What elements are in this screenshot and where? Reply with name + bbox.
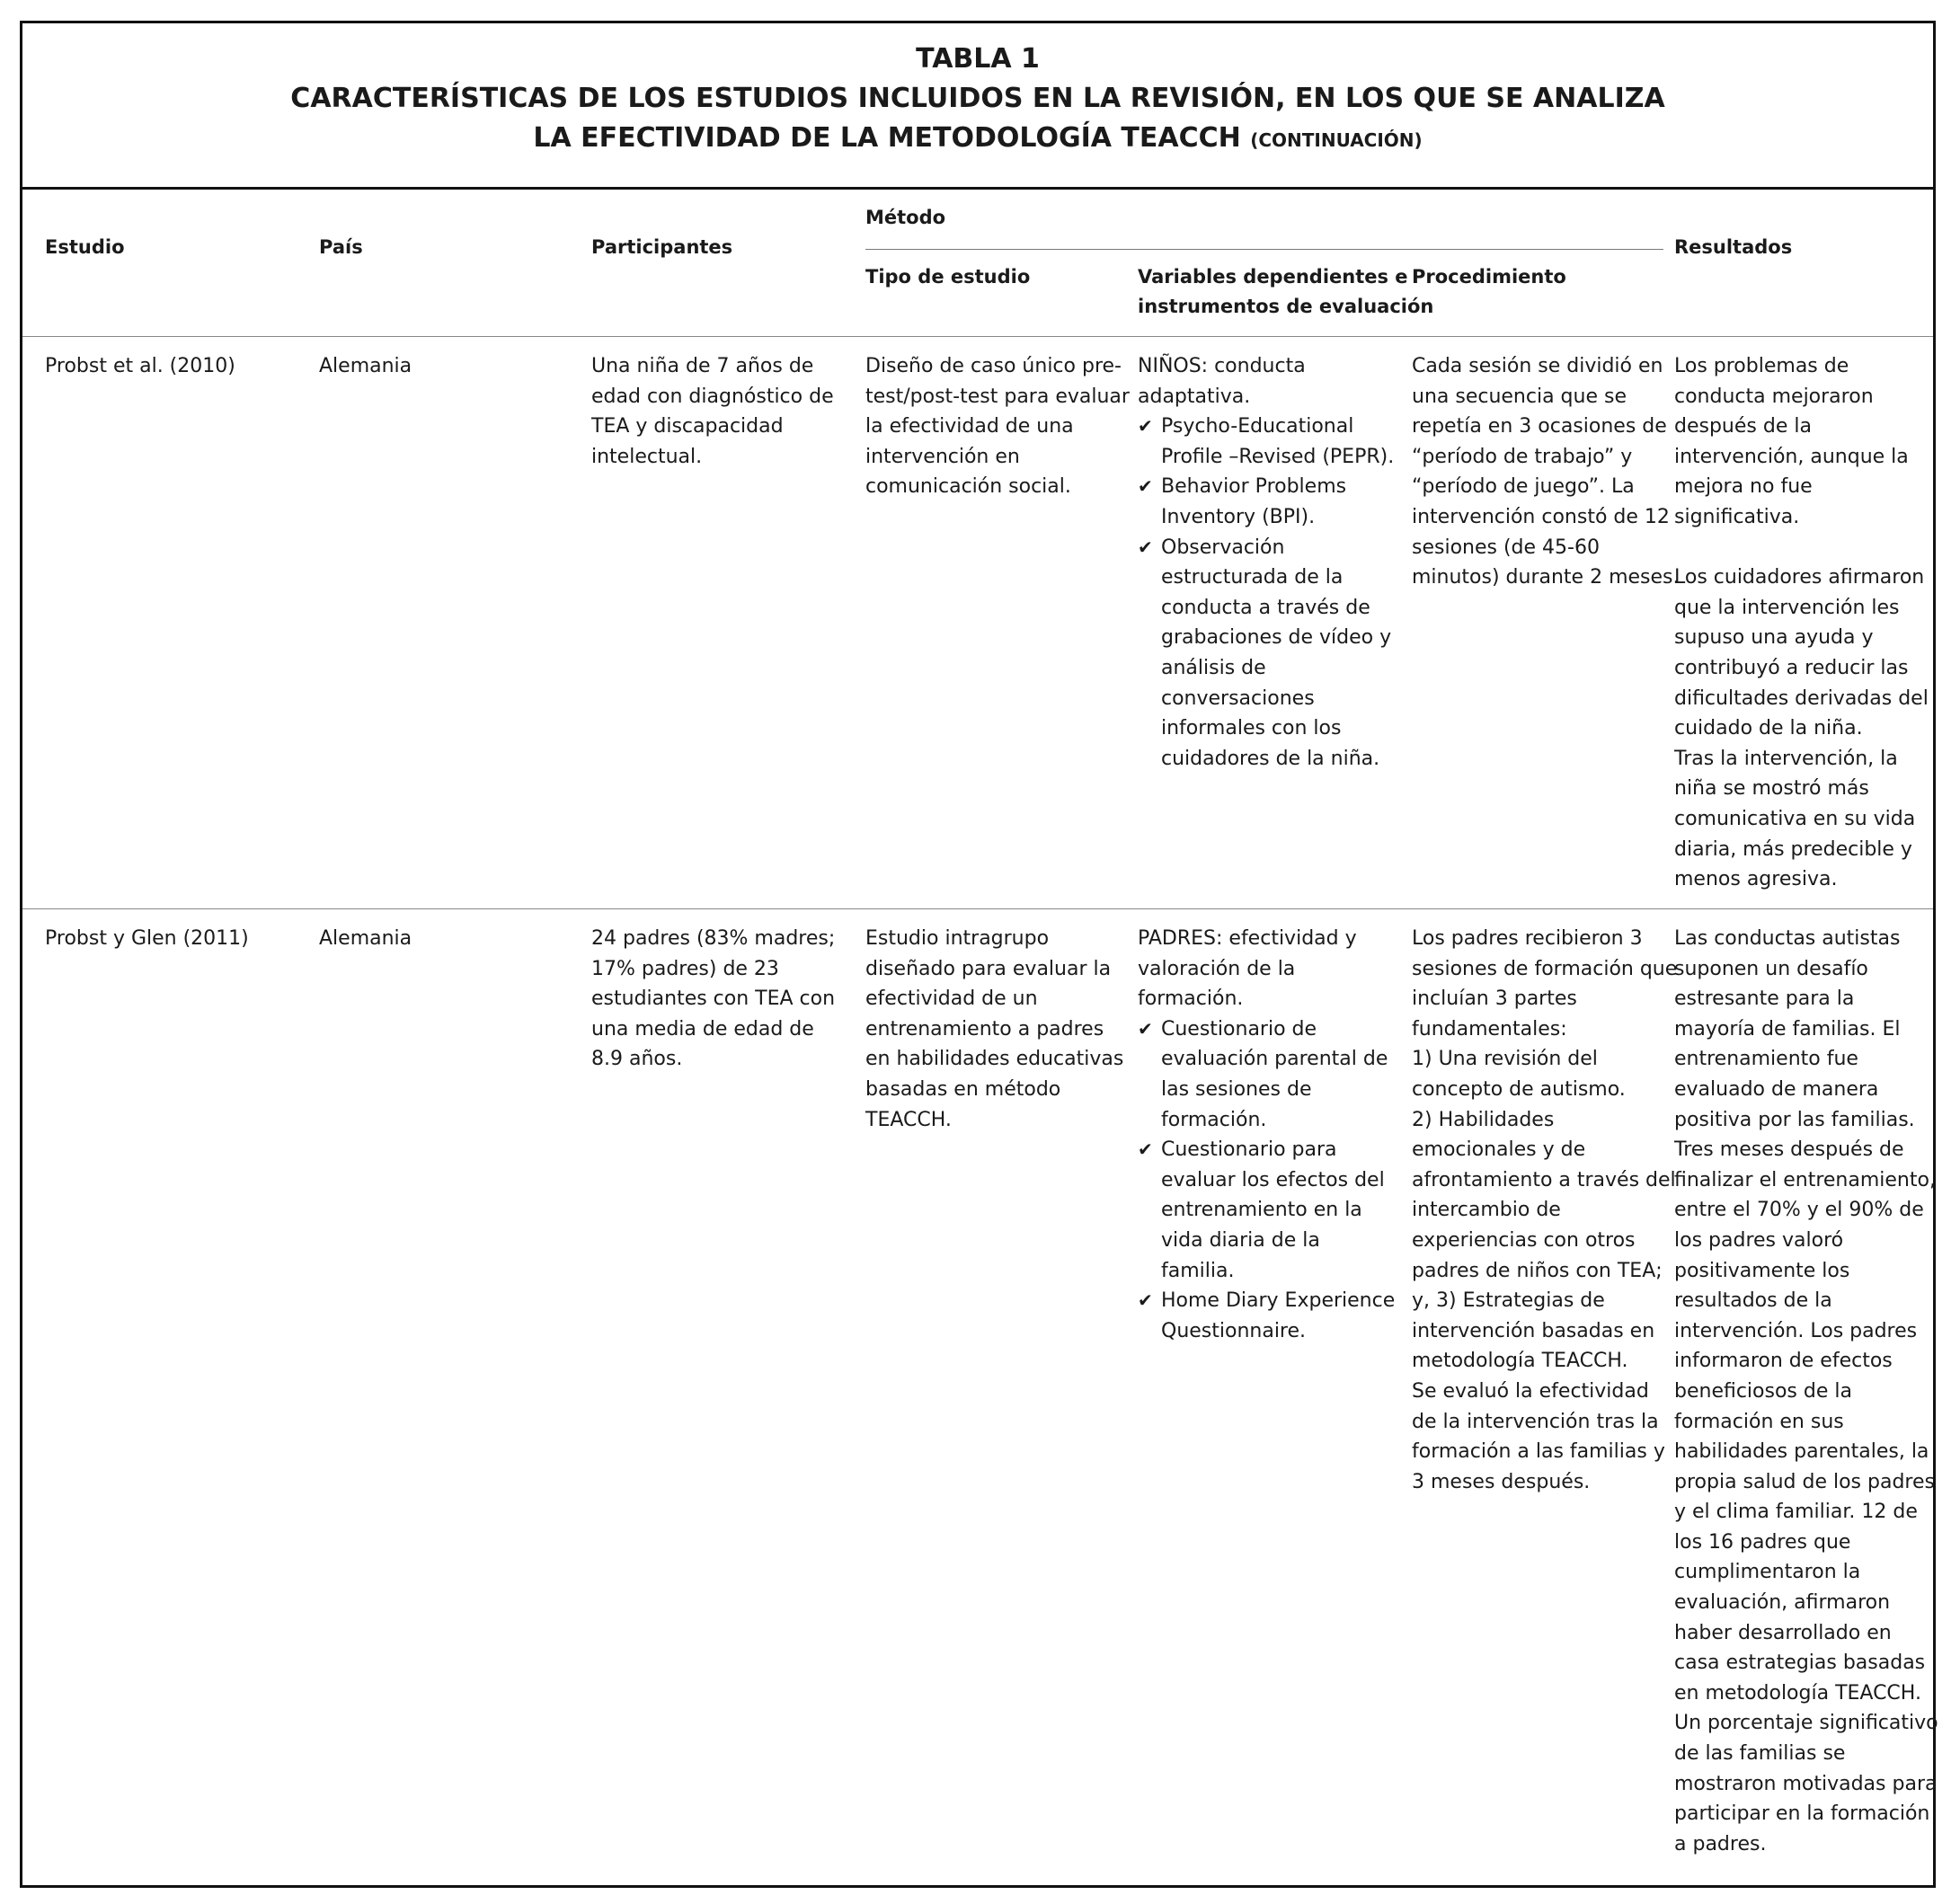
table-number: TABLA 1 <box>916 43 1040 75</box>
text-line: grabaciones de vídeo y <box>1161 626 1392 650</box>
text-line: intervención. Los padres <box>1674 1319 1918 1342</box>
text-line: TEACCH. <box>865 1108 952 1131</box>
text-line: comunicativa en su vida <box>1674 807 1916 830</box>
text-line: sesiones (de 45-60 <box>1412 536 1600 559</box>
text-line: 3 meses después. <box>1412 1470 1591 1493</box>
text-line: menos agresiva. <box>1674 868 1838 891</box>
text-line: finalizar el entrenamiento, <box>1674 1168 1936 1191</box>
list-item <box>1138 412 1394 472</box>
text-line: Un porcentaje significativo <box>1674 1712 1938 1735</box>
text-line: repetía en 3 ocasiones de <box>1412 415 1667 438</box>
instrument-list <box>1138 412 1394 774</box>
text-line: afrontamiento a través del <box>1412 1168 1676 1191</box>
text-line: entrenamiento fue <box>1674 1048 1858 1071</box>
text-line: supuso una ayuda y <box>1674 626 1874 650</box>
header-metodo: Método <box>865 207 946 228</box>
text-line: dificultades derivadas del <box>1674 686 1929 710</box>
check-icon: ✔ <box>1138 1017 1153 1040</box>
list-item <box>1138 533 1394 775</box>
text-line: estresante para la <box>1674 987 1855 1011</box>
text-line: TEA y discapacidad <box>591 415 784 438</box>
text-line: intercambio de <box>1412 1199 1561 1222</box>
header-resultados: Resultados <box>1674 236 1793 258</box>
text-line: contribuyó a reducir las <box>1674 656 1909 679</box>
text-line: 8.9 años. <box>591 1048 683 1071</box>
text-line: Tras la intervención, la <box>1674 747 1898 770</box>
text-line: Las conductas autistas <box>1674 927 1901 950</box>
text-line: PADRES: efectividad y <box>1138 927 1357 950</box>
paragraph-gap <box>1674 533 1929 563</box>
text-line: minutos) durante 2 meses. <box>1412 566 1680 589</box>
check-icon: ✔ <box>1138 475 1153 498</box>
row-divider <box>22 908 1933 909</box>
row2-variables <box>1138 924 1395 1346</box>
metodo-divider <box>865 249 1663 250</box>
text-line: efectividad de un <box>865 987 1038 1011</box>
text-line: Home Diary Experience <box>1161 1289 1396 1313</box>
text-line: fundamentales: <box>1412 1017 1567 1041</box>
text-line: vida diaria de la <box>1161 1228 1320 1252</box>
row1-participantes <box>591 351 834 472</box>
text-line: conducta mejoraron <box>1674 385 1874 408</box>
row2-pais: Alemania <box>319 927 412 950</box>
text-line: de la intervención tras la <box>1412 1410 1659 1433</box>
table-title-box <box>22 23 1933 190</box>
text-line: entrenamiento a padres <box>865 1017 1104 1041</box>
table-title-line-2 <box>22 122 1933 154</box>
header-procedimiento: Procedimiento <box>1412 266 1566 288</box>
text-line: metodología TEACCH. <box>1412 1350 1628 1373</box>
text-line: 24 padres (83% madres; <box>591 927 836 950</box>
list-item <box>1138 472 1394 532</box>
text-line: positiva por las familias. <box>1674 1108 1915 1131</box>
text-line: “período de juego”. La <box>1412 475 1635 499</box>
text-line: “período de trabajo” y <box>1412 445 1633 468</box>
text-line: Questionnaire. <box>1161 1319 1307 1342</box>
text-line: valoración de la <box>1138 957 1296 980</box>
text-line: Una niña de 7 años de <box>591 355 814 377</box>
header-pais: País <box>319 236 363 258</box>
list-item <box>1138 1014 1395 1135</box>
text-line: estructurada de la <box>1161 566 1344 589</box>
text-line: propia salud de los padres <box>1674 1470 1935 1493</box>
text-line: basadas en método <box>865 1077 1061 1101</box>
text-line: adaptativa. <box>1138 385 1251 408</box>
check-icon: ✔ <box>1138 415 1153 438</box>
text-line: emocionales y de <box>1412 1138 1586 1162</box>
text-line: conducta a través de <box>1161 596 1370 619</box>
text-line: Cuestionario para <box>1161 1138 1337 1162</box>
text-line: beneficiosos de la <box>1674 1379 1852 1403</box>
continuation-label: (CONTINUACIÓN) <box>1250 129 1423 151</box>
text-line: Psycho-Educational <box>1161 415 1354 438</box>
text-line: análisis de <box>1161 656 1266 679</box>
text-line: niña se mostró más <box>1674 777 1869 801</box>
text-line: comunicación social. <box>865 475 1071 499</box>
text-line: intervención en <box>865 445 1020 468</box>
header-tipo-estudio: Tipo de estudio <box>865 266 1031 288</box>
text-line: diaria, más predecible y <box>1674 837 1912 861</box>
text-line: resultados de la <box>1674 1289 1832 1313</box>
text-line: experiencias con otros <box>1412 1228 1636 1252</box>
text-line: Cada sesión se dividió en <box>1412 355 1663 377</box>
text-line: Los cuidadores afirmaron <box>1674 566 1925 589</box>
text-line: intervención, aunque la <box>1674 445 1909 468</box>
text-line: una media de edad de <box>591 1017 814 1041</box>
text-line: que la intervención les <box>1674 596 1900 619</box>
row2-tipo-estudio <box>865 924 1123 1135</box>
text-line: diseñado para evaluar la <box>865 957 1112 980</box>
text-line: 2) Habilidades <box>1412 1108 1555 1131</box>
instrument-list <box>1138 1014 1395 1347</box>
row1-estudio: Probst et al. (2010) <box>45 355 235 377</box>
text-line: Observación <box>1161 536 1285 559</box>
text-line: edad con diagnóstico de <box>591 385 834 408</box>
header-variables-line-1: Variables dependientes e <box>1138 266 1408 288</box>
text-line: Profile –Revised (PEPR). <box>1161 445 1395 468</box>
text-line: formación a las familias y <box>1412 1440 1665 1464</box>
text-line: evaluación parental de <box>1161 1048 1388 1071</box>
text-line: intervención basadas en <box>1412 1319 1655 1342</box>
text-line: informales con los <box>1161 717 1342 740</box>
text-line: Inventory (BPI). <box>1161 505 1316 528</box>
text-line: sesiones de formación que <box>1412 957 1678 980</box>
text-line: entrenamiento en la <box>1161 1199 1362 1222</box>
text-line: Cuestionario de <box>1161 1017 1317 1041</box>
text-line: mostraron motivadas para <box>1674 1772 1938 1795</box>
text-line: en habilidades educativas <box>865 1048 1124 1071</box>
list-item <box>1138 1135 1395 1286</box>
text-line: Los padres recibieron 3 <box>1412 927 1643 950</box>
table-title-line-1: CARACTERÍSTICAS DE LOS ESTUDIOS INCLUIDOS EN LA REVISIÓN, EN LOS QUE SE ANALIZA <box>290 83 1665 114</box>
text-line: formación. <box>1138 987 1244 1011</box>
row2-estudio: Probst y Glen (2011) <box>45 927 249 950</box>
text-line: test/post-test para evaluar <box>865 385 1130 408</box>
text-line: Se evaluó la efectividad <box>1412 1379 1649 1403</box>
text-line: habilidades parentales, la <box>1674 1440 1929 1464</box>
text-line: entre el 70% y el 90% de <box>1674 1199 1924 1222</box>
table-title-line-2-text: LA EFECTIVIDAD DE LA METODOLOGÍA TEACCH <box>533 122 1241 154</box>
text-line: 17% padres) de 23 <box>591 957 779 980</box>
text-line: formación. <box>1161 1108 1267 1131</box>
check-icon: ✔ <box>1138 1289 1153 1312</box>
text-line: cuidado de la niña. <box>1674 717 1863 740</box>
text-line: los padres valoró <box>1674 1228 1844 1252</box>
text-line: incluían 3 partes <box>1412 987 1577 1011</box>
text-line: positivamente los <box>1674 1259 1850 1282</box>
text-line: a padres. <box>1674 1832 1767 1855</box>
header-estudio: Estudio <box>45 236 125 258</box>
text-line: y, 3) Estrategias de <box>1412 1289 1605 1313</box>
check-icon: ✔ <box>1138 536 1153 558</box>
text-line: Los problemas de <box>1674 355 1849 377</box>
row1-procedimiento <box>1412 351 1680 593</box>
text-line: concepto de autismo. <box>1412 1077 1626 1101</box>
row1-resultados <box>1674 351 1929 895</box>
text-line: familia. <box>1161 1259 1235 1282</box>
check-icon: ✔ <box>1138 1138 1153 1161</box>
text-line: intelectual. <box>591 445 703 468</box>
text-line: Behavior Problems <box>1161 475 1347 499</box>
row1-variables <box>1138 351 1394 774</box>
text-line: Diseño de caso único pre- <box>865 355 1122 377</box>
text-line: suponen un desafío <box>1674 957 1868 980</box>
row1-pais: Alemania <box>319 355 412 377</box>
row1-tipo-estudio <box>865 351 1130 502</box>
text-line: participar en la formación <box>1674 1802 1930 1826</box>
text-line: las sesiones de <box>1161 1077 1312 1101</box>
text-line: significativa. <box>1674 505 1800 528</box>
text-line: evaluar los efectos del <box>1161 1168 1385 1191</box>
text-line: y el clima familiar. 12 de <box>1674 1501 1918 1524</box>
text-line: la efectividad de una <box>865 415 1074 438</box>
list-item <box>1138 1286 1395 1346</box>
text-line: estudiantes con TEA con <box>591 987 836 1011</box>
text-line: de las familias se <box>1674 1742 1846 1766</box>
header-divider <box>22 336 1933 337</box>
text-line: Estudio intragrupo <box>865 927 1050 950</box>
text-line: haber desarrollado en <box>1674 1621 1892 1644</box>
row2-resultados <box>1674 924 1938 1859</box>
text-line: una secuencia que se <box>1412 385 1627 408</box>
header-participantes: Participantes <box>591 236 733 258</box>
header-variables-line-2: instrumentos de evaluación <box>1138 296 1434 317</box>
text-line: en metodología TEACCH. <box>1674 1681 1921 1705</box>
header-variables <box>1138 262 1433 322</box>
text-line: mejora no fue <box>1674 475 1813 499</box>
text-line: 1) Una revisión del <box>1412 1048 1598 1071</box>
text-line: padres de niños con TEA; <box>1412 1259 1663 1282</box>
row2-participantes <box>591 924 835 1075</box>
text-line: NIÑOS: conducta <box>1138 355 1306 377</box>
text-line: evaluación, afirmaron <box>1674 1591 1891 1615</box>
text-line: informaron de efectos <box>1674 1350 1893 1373</box>
text-line: cumplimentaron la <box>1674 1561 1861 1584</box>
row2-procedimiento <box>1412 924 1677 1497</box>
text-line: después de la <box>1674 415 1812 438</box>
text-line: los 16 padres que <box>1674 1530 1851 1554</box>
text-line: cuidadores de la niña. <box>1161 747 1380 770</box>
text-line: evaluado de manera <box>1674 1077 1879 1101</box>
text-line: intervención constó de 12 <box>1412 505 1670 528</box>
text-line: Tres meses después de <box>1674 1138 1904 1162</box>
text-line: conversaciones <box>1161 686 1315 710</box>
table-frame <box>20 21 1936 1888</box>
text-line: mayoría de familias. El <box>1674 1017 1901 1041</box>
text-line: casa estrategias basadas <box>1674 1652 1926 1675</box>
text-line: formación en sus <box>1674 1410 1844 1433</box>
